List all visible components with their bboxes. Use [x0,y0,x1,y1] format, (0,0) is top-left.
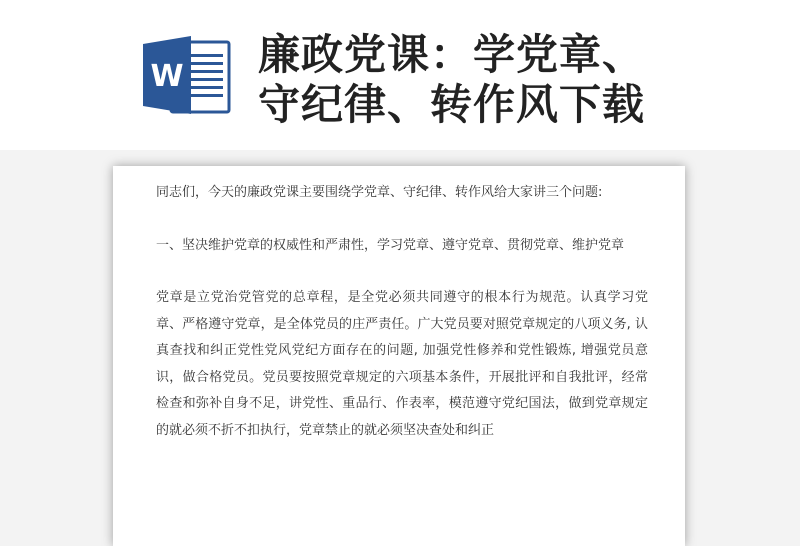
document-body [156,180,648,470]
paragraph-greeting: 同志们，今天的廉政党课主要围绕学党章、守纪律、转作风给大家讲三个问题: [156,185,603,200]
document-page [113,166,685,546]
word-logo-letter: W [150,59,184,94]
page-title [258,30,778,130]
word-document-icon [141,34,233,116]
paragraph-heading-1: 一、坚决维护党章的权威性和严肃性，学习党章、遵守党章、贯彻党章、维护党章 [156,237,625,253]
paragraph-body-1: 党章是立党治党管党的总章程，是全党必须共同遵守的根本行为规范。认真学习党章、严格遵守党章，是全体党员的庄严责任。广大党员要对照党章规定的八项义务, 认真查找和纠正党性党风党纪方面存在的问题, 加强党性修养和党性锻炼, 增强党员意识，做合格党员。党员要按照党章规定的六项基本条件，开展批评和自我批评，经常检查和弥补自身不足，讲党性、重品行、作表率，模范遵守党纪国法，做到党章规定的就必须不折不扣执行，党章禁止的就必须坚决查处和纠正 [156,290,648,438]
title-line-1: 廉政党课：学党章、 [258,30,646,79]
title-line-2: 守纪律、转作风下载 [258,80,646,129]
header-banner [0,0,800,150]
